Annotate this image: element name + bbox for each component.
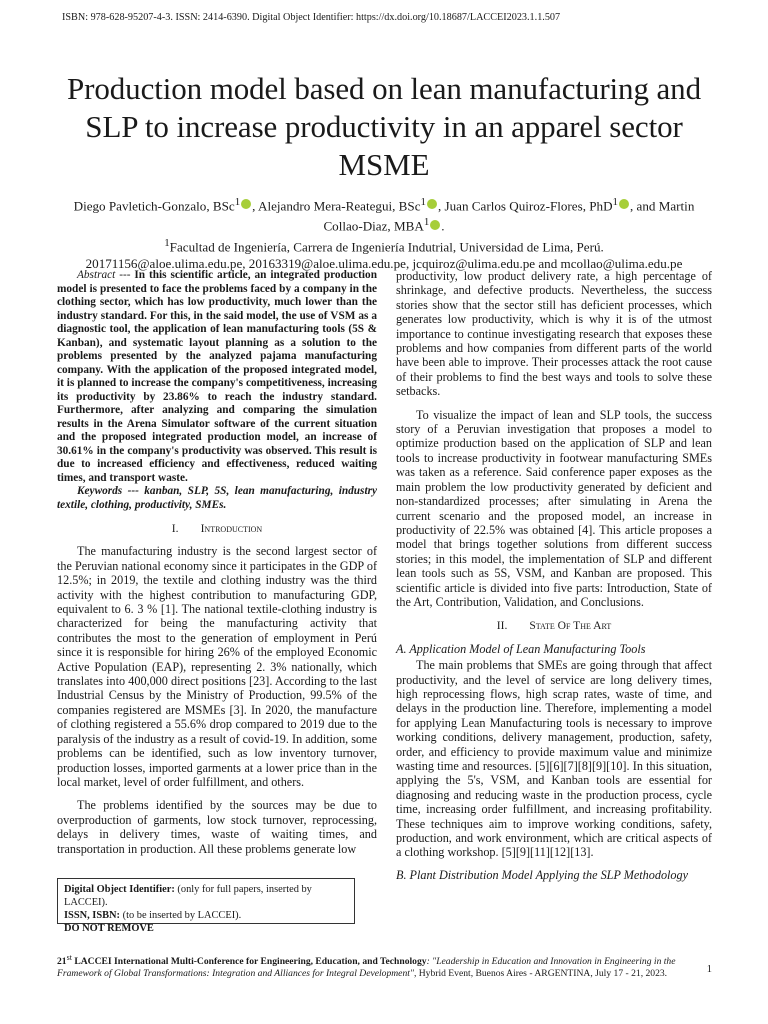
section-number: I. [171, 522, 179, 535]
conference-sup: st [66, 953, 72, 962]
issn-note: (to be inserted by LACCEI). [120, 910, 242, 921]
section-title: State Of The Art [529, 619, 612, 633]
author-name: Alejandro Mera-Reategui, BSc [257, 198, 421, 214]
abstract-text: In this scientific article, an integrated production model is presented to face the problems faced by a company in the clothing sector, which has low productivity, much lower than the industry standard. For this, in the said model, the use of VSM as a diagnostic tool, the application of lean manufacturing tools (5S & Kanban), and systematic layout planning as a solution to the problems presented by the analyzed pajama manufacturing company. With the application of the proposed integrated model, it is planned to increase the company's competitiveness, increasing its productivity by 23.86% to reach the industry standard. Furthermore, after analyzing and comparing the simulation results in the Arena Simulator software of the current situation and the proposed integrated production model, an increase of 30.61% in the company's productivity was observed. This result is due to increased efficiency and effectiveness, reduced waiting times, and transport waste. [57, 269, 377, 484]
left-column [57, 269, 377, 856]
section-heading-state-of-art [396, 619, 712, 633]
affil-sup: 1 [420, 196, 426, 208]
do-not-remove [64, 922, 348, 935]
keywords: Keywords --- kanban, SLP, 5S, lean manufacturing, industry textile, clothing, productivity, SMEs. [57, 485, 377, 511]
section-title: Introduction [200, 522, 263, 535]
subsection-heading-b: B. Plant Distribution Model Applying the SLP Methodology [396, 867, 689, 882]
state-of-art-paragraph: The main problems that SMEs are going through that affect productivity, and the level of service are long delivery times, high reprocessing flows, high scrap rates, waste of time, and delays in the production line. Therefore, implementing a model for applying Lean Manufacturing tools is necessary to improve working conditions, delivery management, production, safety, order, and efficiency to provide maximum value and minimize wasting time and resources. [5][6][7][8][9][10]. In this situation, applying the 5's, VSM, and Kanban tools are essential for diagnosing and reducing waste in the production process, cycle time, increasing order fulfillment, and increasing profitability. These techniques aim to improve working conditions, safety, production, and work environment, which are critical aspects of a clothing workshop. [5][9][11][12][13]. [396, 658, 712, 860]
author-name: Collao-Diaz, MBA [323, 218, 424, 234]
abstract-label: Abstract --- [77, 269, 131, 281]
conference-theme: : "Leadership in Education and Innovation in Engineering in the Framework of Global Transformations: Integration and Alliances for Integral Development" [57, 956, 676, 980]
affil-sup: 1 [612, 196, 618, 208]
author-name: Juan Carlos Quiroz-Flores, PhD [444, 198, 613, 214]
orcid-icon[interactable] [427, 199, 437, 209]
affiliation-text: Facultad de Ingeniería, Carrera de Ingeniería Indutrial, Universidad de Lima, Perú. [169, 239, 604, 255]
author-line-2: Collao-Diaz, MBA$^1$ . [323, 216, 445, 234]
subsection-heading-a: A. Application Model of Lean Manufacturing Tools [396, 641, 646, 656]
title-line-1: Production model based on lean manufacturing and [67, 71, 701, 106]
right-paragraph-2: To visualize the impact of lean and SLP tools, the success story of a Peruvian investigation that proposes a model to optimize production based on the application of SLP and lean tools to increase productivity in footwear manufacturing SMEs was taken as a reference. Said conference paper exposes as the main problem the low productivity generated by deficient and non-standardized processes; after simulating in Arena the current scenario and the proposed model, an increase in productivity of 22.5% was obtained [4]. This article proposes a model that brings together solutions from different success stories; in this model, the implementation of SLP and different lean tools such as 5S, VSM, and Kanban are proposed. This scientific article is divided into five parts: Introduction, State of the Art, Contribution, Validation, and Conclusions. [396, 407, 712, 609]
title-line-3: MSME [338, 147, 430, 182]
abstract [57, 269, 377, 485]
doi-line [64, 883, 348, 909]
issn-line [64, 909, 348, 922]
affil-sup: 1 [423, 216, 430, 229]
affil-sup: 1 [164, 236, 170, 249]
doi-note: (only for full papers, inserted by LACCEI). [64, 884, 312, 908]
affil-sup: 1 [234, 196, 241, 208]
orcid-icon[interactable] [241, 199, 251, 209]
intro-paragraph-1: The manufacturing industry is the second largest sector of the Peruvian national economy since it participates in the GDP of 12.5%; in 2019, the textile and clothing industry was the third activity with the highest contribution to manufacturing GDP, equivalent to 6. 3 % [1]. The national textile-clothing industry is characterized for being the manufacturing activity that contributes the most to the generation of employment in Perú since it is responsible for hiring 26% of the employed Economic Active Population (EAP), representing 2. 3% nationally, which translates into 400,000 direct positions [23]. According to the last Industrial Census by the Ministry of Production, 99.5% of the companies registered are MSMEs [3]. In 2020, the manufacture of clothing registered a 55.6% drop compared to 2019 due to the paralysis of the industry as a result of covid-19. In addition, some problems can be identified, such as low inventory turnover, production losses, imported garments at a lower price than in the local market, level of order fulfillment, and others. [57, 544, 377, 789]
issn-label: ISSN, ISBN: [64, 910, 121, 921]
right-paragraph-1: productivity, low product delivery rate, a high percentage of shrinkage, and defective products. Nevertheless, the success stories show that the sector still has deficient processes, which generates low productivity, which is why it is of the utmost importance to continue investigating research that exposes these problems and how companies from different parts of the world have been able to improve. Their processes attack the root cause of their problems to find the best ways and tools to solve these setbacks. [396, 269, 712, 399]
do-not-remove-text: DO NOT REMOVE [64, 923, 154, 934]
conference-number: 21 [57, 956, 67, 968]
conference-name: LACCEI International Multi-Conference for Engineering, Education, and Technology [71, 956, 427, 968]
conference-location: , Hybrid Event, Buenos Aires - ARGENTINA, July 17 - 21, 2023. [413, 968, 668, 980]
author-emails: 20171156@aloe.ulima.edu.pe, 20163319@aloe.ulima.edu.pe, jcquiroz@ulima.edu.pe and mcollao@ulima.edu.pe [85, 256, 683, 272]
right-column [396, 269, 712, 884]
affiliation [40, 235, 728, 255]
title-line-2: SLP to increase productivity in an apparel sector [85, 109, 683, 144]
section-number: II. [496, 619, 508, 633]
author-name: , and Martin [630, 198, 695, 214]
page-number: 1 [706, 964, 712, 975]
orcid-icon[interactable] [430, 220, 440, 230]
doi-notice-box [57, 878, 355, 934]
orcid-icon[interactable] [619, 199, 629, 209]
author-block [40, 194, 728, 272]
intro-paragraph-2: The problems identified by the sources may be due to overproduction of garments, low stock turnover, reprocessing, delays in delivery times, waste of waiting times, and transportation in production. All these problems generate low [57, 798, 377, 856]
doi-label: Digital Object Identifier: [64, 884, 175, 895]
author-name: Diego Pavletich-Gonzalo, BSc [73, 198, 235, 214]
section-heading-introduction [57, 522, 377, 536]
page-footer [57, 952, 717, 980]
paper-title [40, 70, 728, 184]
author-line-1: Diego Pavletich-Gonzalo, BSc$^1$ , Alejandro Mera-Reategui, BSc$^1$ , Juan Carlos Quiroz-Flores, PhD$^1$ , and Martin [73, 196, 695, 214]
isbn-line: ISBN: 978-628-95207-4-3. ISSN: 2414-6390. Digital Object Identifier: https://dx.doi.org/10.18687/LACCEI2023.1.1.507 [62, 12, 561, 23]
